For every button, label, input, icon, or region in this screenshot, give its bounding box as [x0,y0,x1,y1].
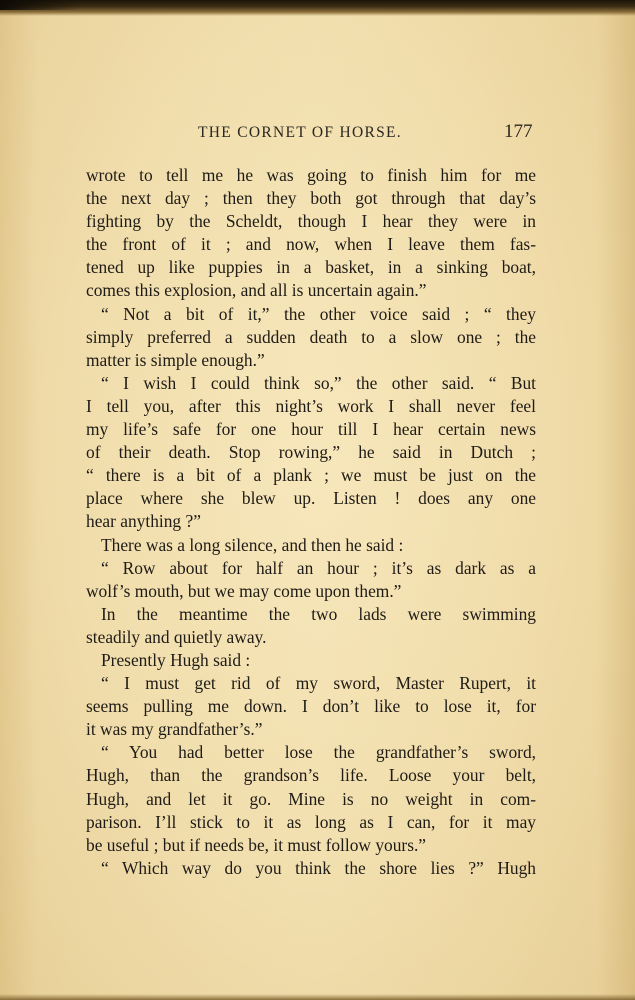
text-line: “ Which way do you think the shore lies ?” Hugh [101,857,536,878]
text-line: fighting by the Scheldt, though I hear they were in [86,211,536,232]
text-line: matter is simple enough.” [86,349,265,370]
text-line: Hugh, than the grandson’s life. Loose your belt, [86,765,536,786]
page-bottom-shadow [0,994,635,1000]
text-line: hear anything ?” [86,511,201,532]
text-line: I tell you, after this night’s work I shall never feel [86,395,536,416]
text-line: comes this explosion, and all is uncertain again.” [86,280,427,301]
text-line: wolf’s mouth, but we may come upon them.” [86,580,402,601]
text-line: “ Row about for half an hour ; it’s as dark as a [101,557,536,578]
text-line: “ You had better lose the grandfather’s sword, [101,742,536,763]
text-line: “ Not a bit of it,” the other voice said ; “ they [101,303,536,324]
text-line: simply preferred a sudden death to a slow one ; the [86,326,536,347]
text-line: of their death. Stop rowing,” he said in Dutch ; [86,442,536,463]
text-line: my life’s safe for one hour till I hear certain news [86,419,536,440]
text-line: it was my grandfather’s.” [86,719,263,740]
text-line: “ there is a bit of a plank ; we must be just on the [86,465,536,486]
text-line: be useful ; but if needs be, it must follow yours.” [86,834,427,855]
text-line: parison. I’ll stick to it as long as I can, for it may [86,811,536,832]
text-line: wrote to tell me he was going to finish him for me [86,165,536,185]
page-top-shadow [0,0,635,16]
text-line: place where she blew up. Listen ! does any one [86,488,536,509]
text-line: the front of it ; and now, when I leave them fas- [86,234,536,255]
running-title: THE CORNET OF HORSE. [198,124,402,141]
text-line: Presently Hugh said : [101,649,251,670]
text-line: Hugh, and let it go. Mine is no weight in com- [86,788,536,809]
page-number: 177 [504,121,533,142]
text-line: seems pulling me down. I don’t like to lose it, for [86,696,536,717]
page-header [0,121,635,148]
text-line: “ I wish I could think so,” the other said. “ But [101,372,536,393]
text-line: steadily and quietly away. [86,626,267,647]
text-line: There was a long silence, and then he said : [101,534,404,555]
body-text [86,164,536,880]
page-corner-shadow [0,0,80,10]
text-line: “ I must get rid of my sword, Master Rupert, it [101,673,536,694]
text-line: the next day ; then they both got through that day’s [86,188,536,209]
text-line: tened up like puppies in a basket, in a sinking boat, [86,257,536,278]
text-line: In the meantime the two lads were swimming [101,603,536,624]
